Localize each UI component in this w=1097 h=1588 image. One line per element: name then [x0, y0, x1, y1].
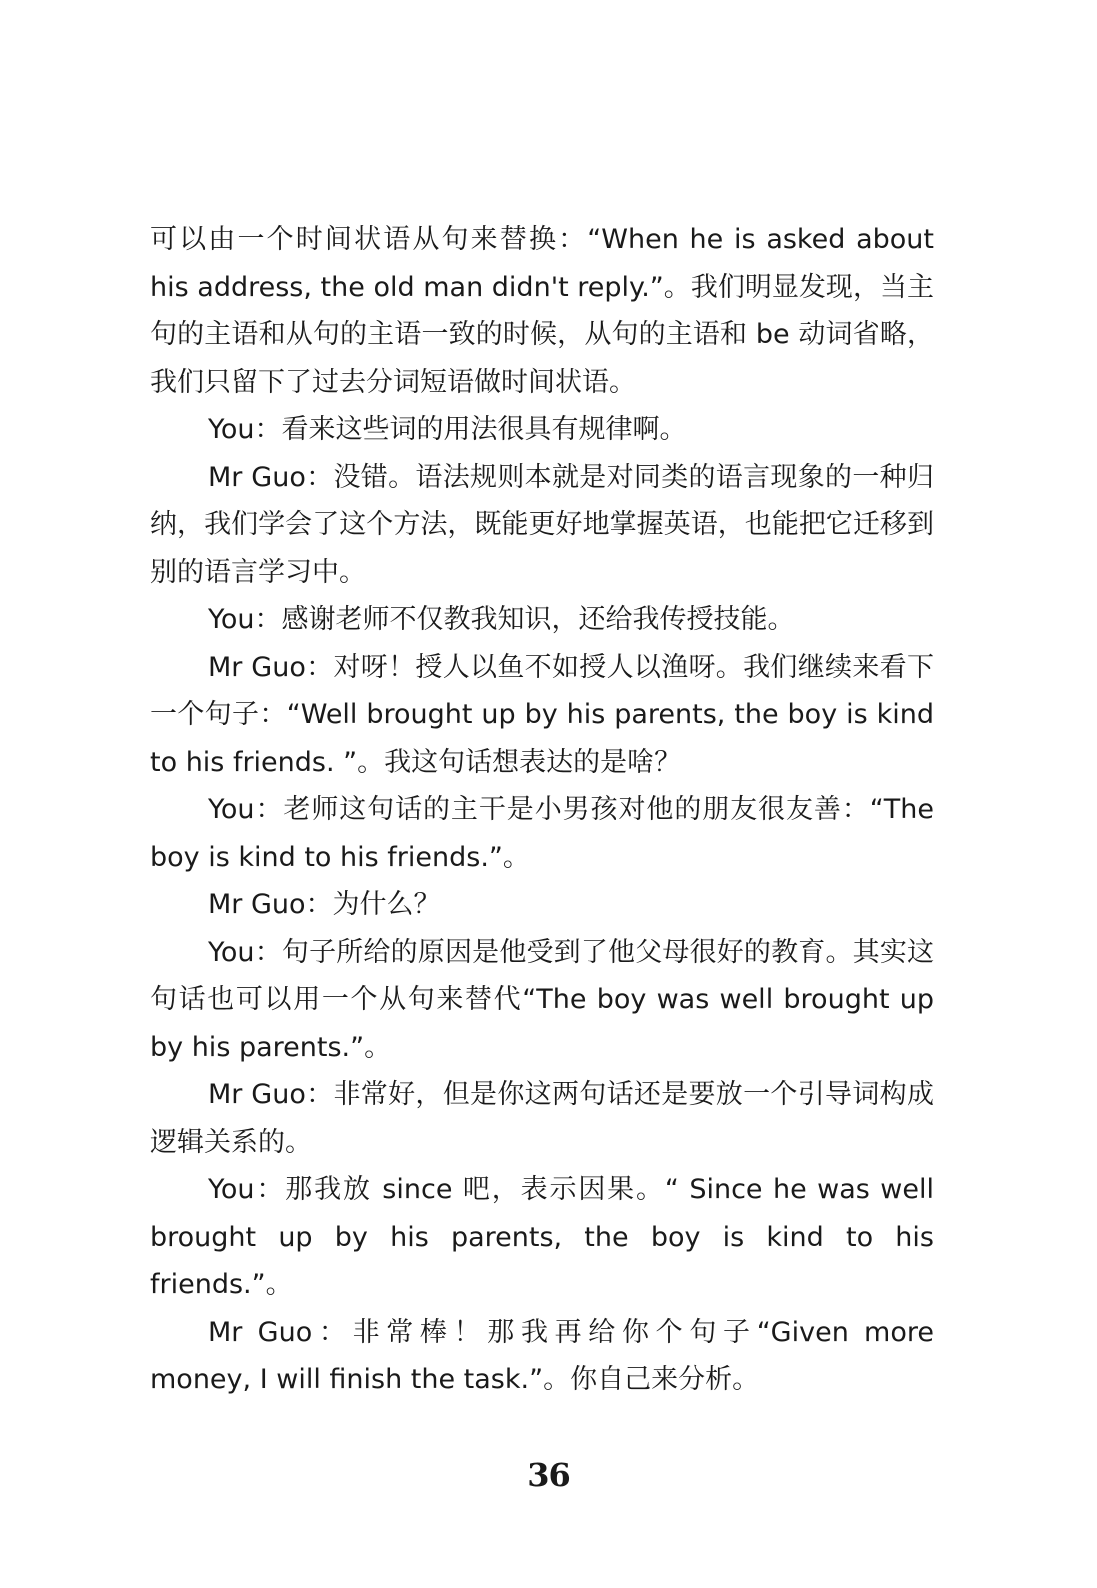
paragraph [150, 406, 934, 454]
paragraph [150, 1309, 934, 1404]
body-text [150, 216, 934, 1404]
paragraph [150, 454, 934, 597]
english-text: Mr Guo [208, 651, 306, 683]
english-text: You [208, 794, 255, 825]
paragraph [150, 929, 934, 1072]
english-text: since [382, 1174, 453, 1205]
chinese-text: ：感谢老师不仅教我知识，还给我传授技能。 [254, 604, 795, 635]
chinese-text: 。 [364, 1031, 392, 1063]
chinese-text: ：对呀！授人以鱼不如授人以渔呀。我们继续来看下一个句子： [150, 651, 934, 730]
english-text: Mr Guo [208, 889, 306, 920]
chinese-text: ：老师这句话的主干是小男孩对他的朋友很友善： [254, 794, 870, 825]
chinese-text: ：那我放 [254, 1174, 383, 1205]
english-text: Mr Guo [208, 1316, 313, 1348]
chinese-text: 。我们明显发现，当主句的主语和从句的主语一致的时候，从句的主语和 [150, 271, 934, 350]
chinese-text: 吧，表示因果。 [452, 1174, 665, 1205]
chinese-text: 。你自己来分析。 [543, 1364, 760, 1395]
english-text: You [208, 414, 255, 445]
english-text: “When he is asked about his address, the old man didn't reply.” [150, 224, 934, 303]
paragraph [150, 881, 934, 929]
chinese-text: 。 [265, 1269, 293, 1300]
english-text: be [755, 319, 790, 350]
paragraph [150, 786, 934, 881]
chinese-text: 可以由一个时间状语从句来替换： [150, 224, 588, 255]
chinese-text: ：没错。语法规则本就是对同类的语言现象的一种归纳，我们学会了这个方法，既能更好地掌握英语，也能把它迁移到别的语言学习中。 [150, 461, 934, 588]
chinese-text: 。 [502, 841, 530, 873]
page-number: 36 [527, 1456, 570, 1494]
chinese-text: ：看来这些词的用法很具有规律啊。 [254, 414, 687, 445]
chinese-text: ：句子所给的原因是他受到了他父母很好的教育。其实这句话也可以用一个从句来替代 [150, 936, 934, 1015]
paragraph [150, 644, 934, 787]
english-text: “Well brought up by his parents, the boy is kind to his friends. ” [150, 699, 934, 778]
chinese-text: 动词省略，我们只留下了过去分词短语做时间状语。 [150, 319, 934, 398]
chinese-text: ：非常棒！那我再给你个句子 [312, 1316, 757, 1348]
paragraph [150, 1071, 934, 1166]
paragraph [150, 216, 934, 406]
english-text: You [208, 1174, 255, 1205]
english-text: Mr Guo [208, 461, 306, 493]
chinese-text: ：为什么？ [305, 889, 441, 920]
english-text: You [208, 936, 255, 968]
paragraph [150, 1166, 934, 1309]
chinese-text: 。我这句话想表达的是啥？ [357, 746, 682, 778]
chinese-text: ：非常好，但是你这两句话还是要放一个引导词构成逻辑关系的。 [150, 1079, 934, 1158]
english-text: “The boy is kind to his friends.” [150, 794, 934, 873]
paragraph [150, 596, 934, 644]
english-text: You [208, 604, 255, 635]
english-text: “The boy was well brought up by his parents.” [150, 984, 934, 1063]
english-text: Mr Guo [208, 1079, 306, 1110]
english-text: “ Since he was well brought up by his parents, the boy is kind to his friends.” [150, 1174, 934, 1300]
english-text: “Given more money, I will finish the task.” [150, 1316, 934, 1395]
